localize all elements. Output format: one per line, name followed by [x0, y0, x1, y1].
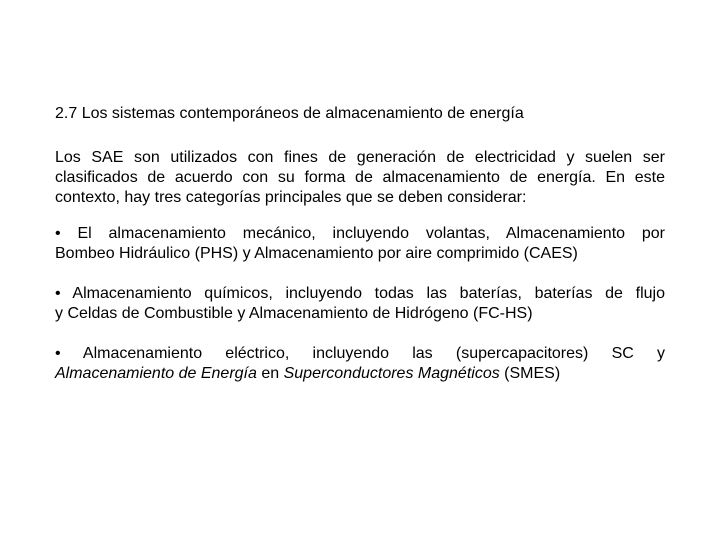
- bullet-chemical-line2: y Celdas de Combustible y Almacenamiento de Hidrógeno (FC-HS): [55, 305, 533, 322]
- bullet-electrical-line1: • Almacenamiento eléctrico, incluyendo las (supercapacitores) SC y: [55, 345, 665, 362]
- smes-italic-a: Almacenamiento de Energía: [55, 365, 257, 382]
- bullet-electrical: [55, 344, 665, 384]
- bullet-electrical-line2: [55, 364, 665, 384]
- bullet-mechanical-line1: • El almacenamiento mecánico, incluyendo volantas, Almacenamiento por: [55, 225, 665, 242]
- section-heading: 2.7 Los sistemas contemporáneos de almacenamiento de energía: [55, 105, 524, 122]
- bullet-chemical: [55, 284, 665, 324]
- bullet-mechanical-line2: Bombeo Hidráulico (PHS) y Almacenamiento por aire comprimido (CAES): [55, 245, 578, 262]
- bullet-chemical-line1: • Almacenamiento químicos, incluyendo todas las baterías, baterías de flujo: [55, 285, 665, 302]
- smes-italic-b: Superconductores Magnéticos: [283, 365, 500, 382]
- bullet-mechanical: [55, 224, 665, 264]
- smes-mid: en: [256, 365, 284, 382]
- intro-paragraph: Los SAE son utilizados con fines de generación de electricidad y suelen ser clasificados de acuerdo con su forma de almacenamiento de energía. En este contexto, hay tres categorías principales que se deben considerar:: [55, 149, 665, 206]
- slide-content: [55, 104, 665, 384]
- smes-tail: (SMES): [499, 365, 561, 382]
